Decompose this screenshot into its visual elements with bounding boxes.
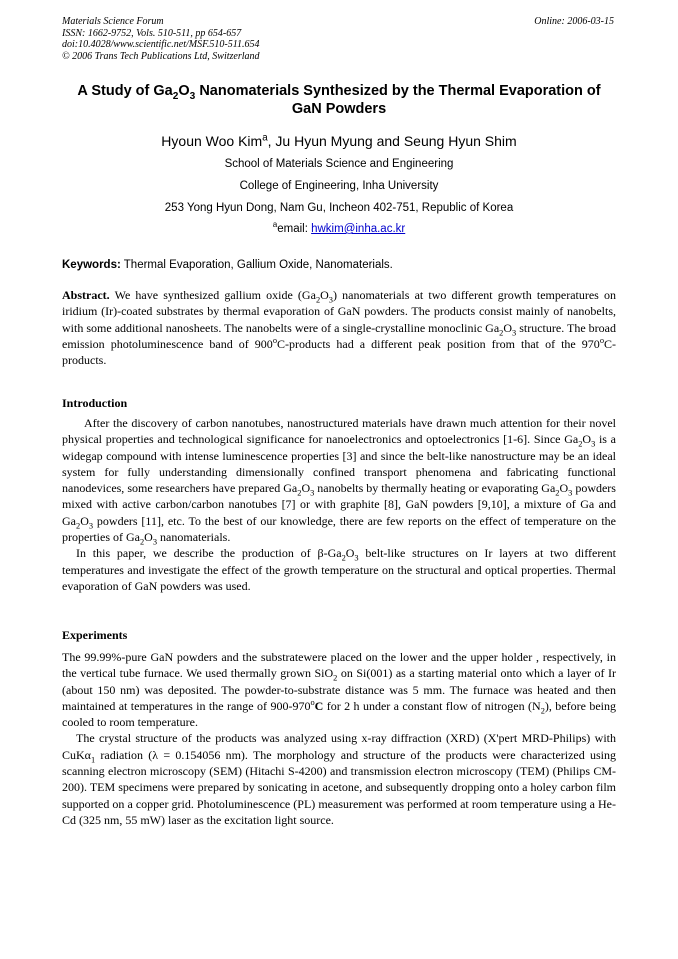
author-list: Hyoun Woo Kim$^a$, Ju Hyun Myung and Seung Hyun Shim (161, 132, 517, 149)
journal-doi: doi:10.4028/www.scientific.net/MSF.510-511.654 (62, 39, 260, 50)
journal-name: Materials Science Forum (62, 16, 164, 27)
introduction-paragraph: In this paper, we describe the production of $\beta-Ga_2O_3$ belt-like structures on Ir layers at two different temperatures and investigate the effect of the growth temperature on the structural and optical properties. Thermal evaporation of GaN powders was used. (62, 546, 616, 593)
abstract-label: Abstract. (62, 288, 110, 302)
paper-title: A Study of $Ga_2O_3$ Nanomaterials Synthesized by the Thermal Evaporation of GaN Powders (77, 83, 601, 117)
introduction-heading: Introduction (62, 396, 128, 410)
abstract: Abstract. We have synthesized gallium oxide $(Ga_2O_3)$ nanomaterials at two different growth temperatures on iridium (Ir)-coated substrates by thermal evaporation of GaN powders. The products consist mainly of nanobelts, with some additional nanosheets. The nanobelts were of a single-crystalline monoclinic $Ga_2O_3$ structure. The broad emission photoluminescence band of 900$^o$C-products had a different peak position from that of the 970$^o$C-products. (62, 288, 616, 368)
affiliation-college: College of Engineering, Inha University (239, 180, 439, 192)
experiments-heading: Experiments (62, 628, 128, 642)
experiments-paragraph: The 99.99%-pure GaN powders and the substratewere placed on the lower and the upper holder , respectively, in the vertical tube furnace. We used thermally grown SiO$_2$ on Si(001) as a starting material onto which a layer of Ir (about 150 nm) was deposited. The powder-to-substrate distance was 5 mm. The furnace was heated and then maintained at temperatures in the range of 900-970$^o$C for 2 h under a constant flow of nitrogen $(N_2)$, before being cooled to room temperature. (62, 650, 616, 730)
online-date: Online: 2006-03-15 (534, 16, 614, 27)
experiments-paragraph: The crystal structure of the products was analyzed using x-ray diffraction (XRD) (X'pert MRD-Philips) with CuKα$_1$ radiation (λ = 0.154056 nm). The morphology and structure of the products were characterized using scanning electron microscopy (SEM) (Hitachi S-4200) and transmission electron microscopy (TEM) (Philips CM-200). TEM specimens were prepared by sonicating in acetone, and subsequently dropping onto a holey carbon film supported on a copper grid. Photoluminescence (PL) measurement was performed at room temperature using a He-Cd (325 nm, 55 mW) laser as the excitation light source. (62, 731, 616, 827)
introduction-body (62, 415, 616, 594)
affiliation-school: School of Materials Science and Engineering (224, 158, 454, 170)
experiments-body (62, 649, 616, 828)
affiliation-address: 253 Yong Hyun Dong, Nam Gu, Incheon 402-751, Republic of Korea (164, 202, 514, 214)
email-link[interactable]: hwkim@inha.ac.kr (311, 223, 406, 235)
keywords: Keywords: Thermal Evaporation, Gallium Oxide, Nanomaterials. (62, 259, 393, 271)
author-email: $^a$email: hwkim@inha.ac.kr (272, 220, 406, 235)
keywords-label: Keywords: (62, 259, 121, 271)
journal-copyright: © 2006 Trans Tech Publications Ltd, Switzerland (62, 50, 260, 62)
introduction-paragraph: After the discovery of carbon nanotubes, nanostructured materials have drawn much attention for their novel physical properties and technological significance for nanoelectronics and optoelectronics [1-6]. Since $Ga_2O_3$ is a widegap compound with intense luminescence properties [3] and since the belt-like nanostructure may be an ideal system for fully understanding dimensionally confined transport phenomena and fabricating functional nanodevices, some researchers have prepared $Ga_2O_3$ nanobelts by thermally heating or evaporating $Ga_2O_3$ powders mixed with active carbon/carbon nanotubes [7] or with graphite [8], GaN powders [9,10], a mixture of Ga and $Ga_2O_3$ powders [11], etc. To the best of our knowledge, there are few reports on the effect of temperature on the properties of $Ga_2O_3$ nanomaterials. (62, 416, 616, 547)
journal-issn: ISSN: 1662-9752, Vols. 510-511, pp 654-657 (62, 27, 242, 39)
journal-header (62, 16, 260, 62)
